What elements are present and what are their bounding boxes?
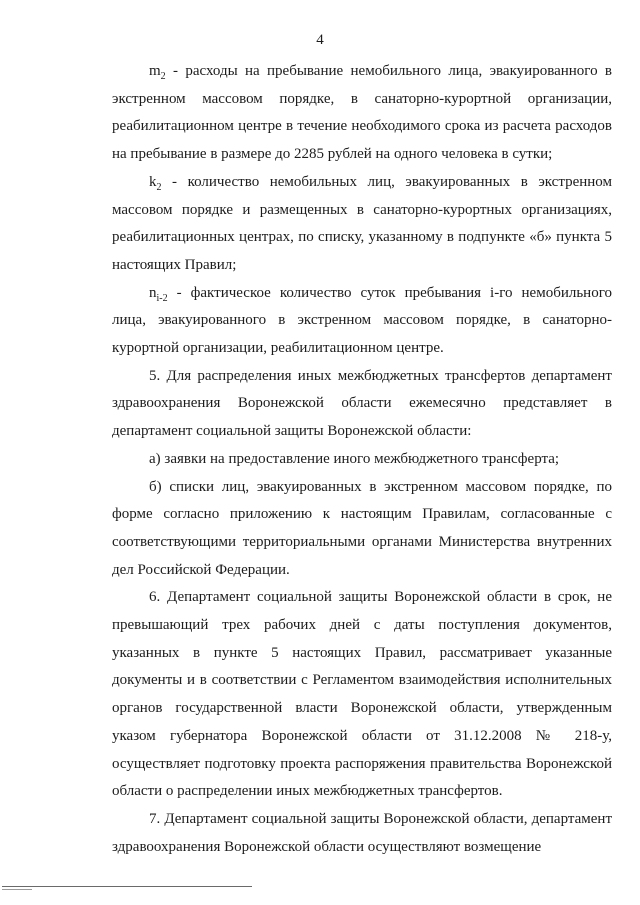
symbol-ni2-subscript: i-2 (156, 292, 168, 304)
symbol-m2-letter: m (149, 63, 161, 79)
symbol-k2-subscript: 2 (156, 181, 162, 193)
paragraph-m2 (112, 58, 612, 169)
document-body (112, 58, 612, 861)
page-number: 4 (316, 32, 324, 48)
symbol-ni2-letter: n (149, 284, 157, 301)
symbol-m2 (149, 63, 166, 82)
paragraph-item-5: 5. Для распределения иных межбюджетных трансфертов департамент здравоохранения Воронежской области ежемесячно представляет в департамент социальной защиты Воронежской области: (112, 367, 612, 440)
scan-edge-line (2, 886, 252, 887)
symbol-k2-letter: k (149, 173, 157, 190)
paragraph-item-5a: а) заявки на предоставление иного межбюджетного трансферта; (149, 450, 560, 467)
symbol-k2 (149, 173, 162, 193)
paragraph-item-7: 7. Департамент социальной защиты Воронежской области, департамент здравоохранения Воронежской области осуществляют возмещение (112, 810, 612, 855)
paragraph-k2 (112, 169, 612, 280)
paragraph-m2-text: - расходы на пребывание немобильного лица, эвакуированного в экстренном массовом порядке, в санаторно-курортной организации, реабилитационном центре в течение необходимого срока из расчета расходов на пребывание в размере до 2285 рублей на одного человека в сутки; (112, 63, 612, 163)
symbol-ni2 (149, 284, 168, 304)
symbol-m2-subscript: 2 (160, 71, 166, 82)
scan-edge-mark (2, 889, 32, 890)
paragraph-item-6: 6. Департамент социальной защиты Воронежской области в срок, не превышающий трех рабочих дней с даты поступления документов, указанных в пункте 5 настоящих Правил, рассматривает указанные документы и в соответствии с Регламентом взаимодействия исполнительных органов государственной власти Воронежской области, утвержденным указом губернатора Воронежской области от 31.12.2008 № 218-у, осуществляет подготовку проекта распоряжения правительства Воронежской области о распределении иных межбюджетных трансфертов. (112, 589, 612, 800)
paragraph-k2-text: - количество немобильных лиц, эвакуированных в экстренном массовом порядке и размещенных в санаторно-курортных организациях, реабилитационных центрах, по списку, указанному в подпункте «б» пункта 5 настоящих Правил; (112, 173, 612, 273)
paragraph-ni2-text: - фактическое количество суток пребывания i-го немобильного лица, эвакуированного в экстренном массовом порядке, в санаторно-курортной организации, реабилитационном центре. (112, 284, 612, 357)
paragraph-ni2 (112, 280, 612, 363)
paragraph-item-5b: б) списки лиц, эвакуированных в экстренном массовом порядке, по форме согласно приложению к настоящим Правилам, согласованные с соответствующими территориальными органами Министерства внутренних дел Российской Федерации. (112, 478, 612, 578)
